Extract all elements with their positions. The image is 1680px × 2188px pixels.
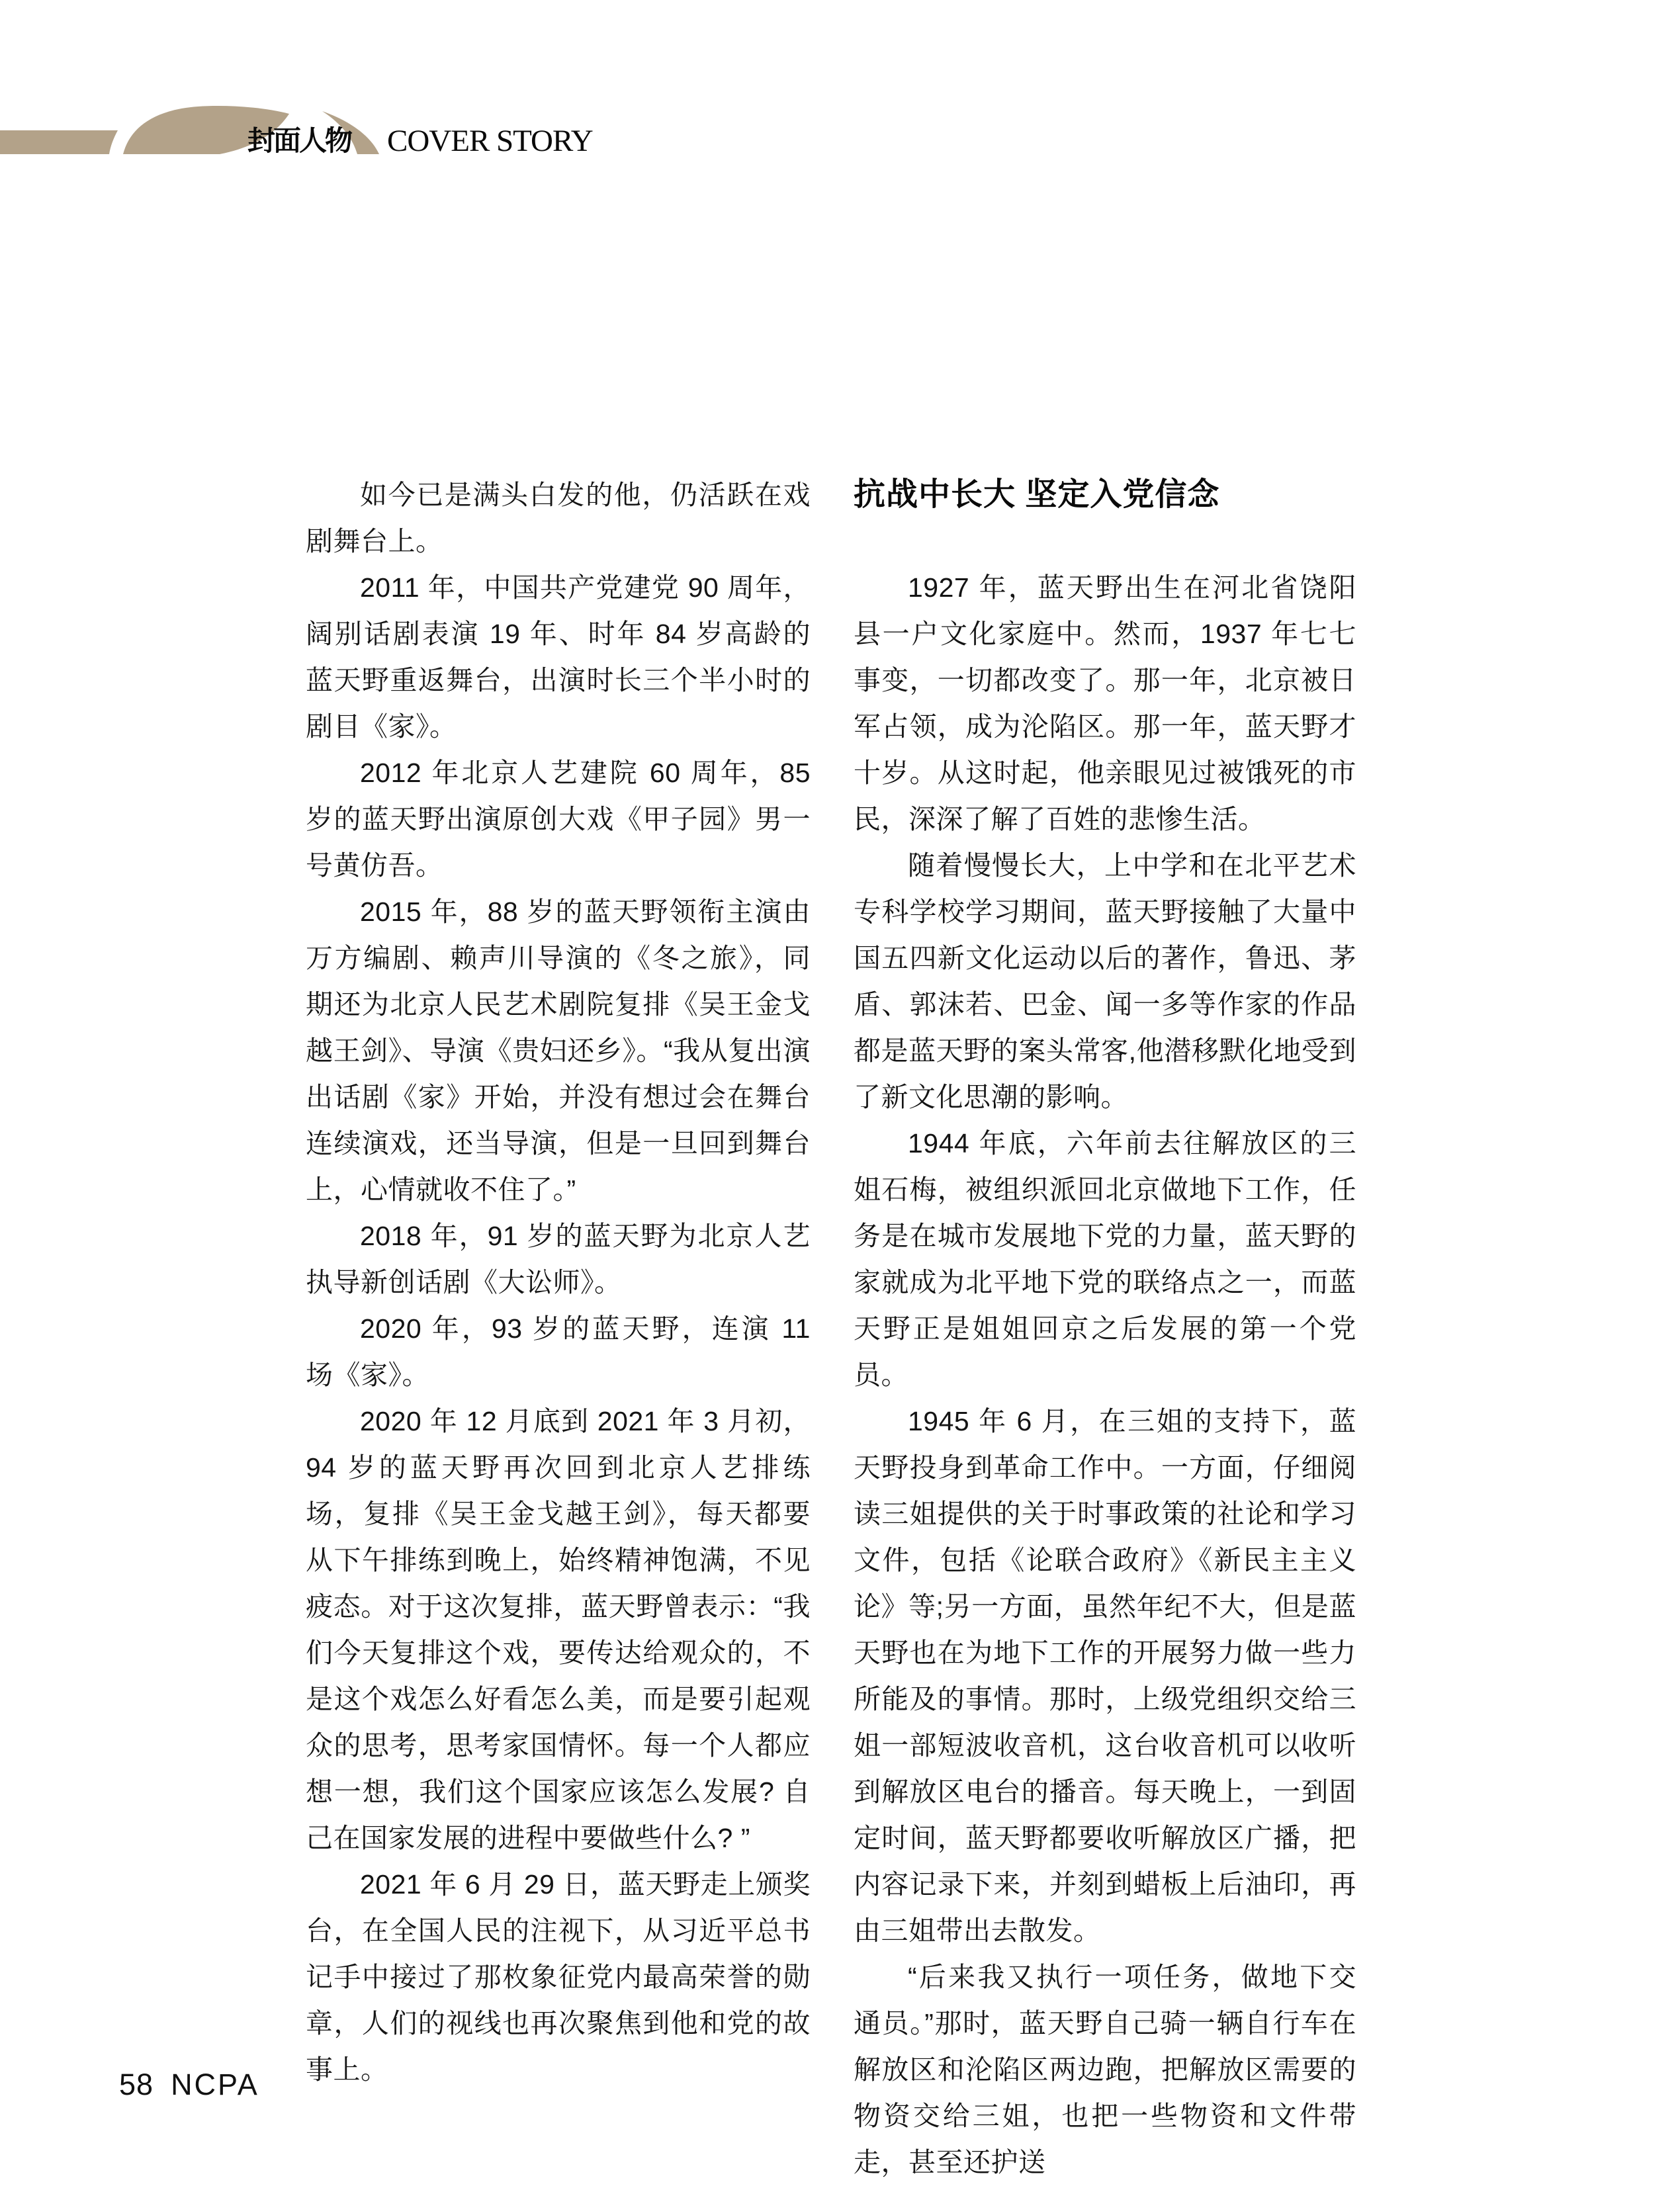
paragraph: 2012 年北京人艺建院 60 周年，85 岁的蓝天野出演原创大戏《甲子园》男一号黄仿吾。 <box>306 758 811 881</box>
page-header <box>0 0 728 198</box>
paragraph: 2020 年，93 岁的蓝天野，连演 11 场《家》。 <box>306 1313 811 1390</box>
page-footer <box>119 2070 259 2100</box>
paragraph: 1927 年，蓝天野出生在河北省饶阳县一户文化家庭中。然而，1937 年七七事变，一切都改变了。那一年，北京被日军占领，成为沦陷区。那一年，蓝天野才十岁。从这时起，他亲眼见过被饿死的市民，深深了解了百姓的悲惨生活。 <box>854 572 1356 834</box>
paragraph: “后来我又执行一项任务，做地下交通员。”那时，蓝天野自己骑一辆自行车在解放区和沦陷区两边跑，把解放区需要的物资交给三姐，也把一些物资和文件带走，甚至还护送 <box>854 1962 1356 2177</box>
right-column <box>854 472 1356 2185</box>
section-title-zh: 封面人物 <box>247 125 351 156</box>
paragraph: 2021 年 6 月 29 日，蓝天野走上颁奖台，在全国人民的注视下，从习近平总书记手中接过了那枚象征党内最高荣誉的勋章，人们的视线也再次聚焦到他和党的故事上。 <box>306 1869 811 2085</box>
paragraph: 随着慢慢长大，上中学和在北平艺术专科学校学习期间，蓝天野接触了大量中国五四新文化运动以后的著作，鲁迅、茅盾、郭沫若、巴金、闻一多等作家的作品都是蓝天野的案头常客,他潜移默化地受到了新文化思潮的影响。 <box>854 850 1356 1112</box>
paragraph: 2018 年，91 岁的蓝天野为北京人艺执导新创话剧《大讼师》。 <box>306 1221 811 1297</box>
paragraph: 2015 年，88 岁的蓝天野领衔主演由万方编剧、赖声川导演的《冬之旅》，同期还为北京人民艺术剧院复排《吴王金戈越王剑》、导演《贵妇还乡》。“我从复出演出话剧《家》开始，并没有想过会在舞台连续演戏，还当导演，但是一旦回到舞台上，心情就收不住了。” <box>306 897 811 1205</box>
journal-code: NCPA <box>171 2068 259 2101</box>
paragraph: 1944 年底，六年前去往解放区的三姐石梅，被组织派回北京做地下工作，任务是在城市发展地下党的力量，蓝天野的家就成为北平地下党的联络点之一，而蓝天野正是姐姐回京之后发展的第一个党员。 <box>854 1128 1356 1390</box>
header-bar-shape <box>0 130 118 154</box>
paragraph: 2011 年，中国共产党建党 90 周年，阔别话剧表演 19 年、时年 84 岁高龄的蓝天野重返舞台，出演时长三个半小时的剧目《家》。 <box>306 572 811 742</box>
article-subheading: 抗战中长大 坚定入党信念 <box>854 477 1220 512</box>
header-swoosh-icon <box>0 0 728 198</box>
section-title-en: COVER STORY <box>387 124 593 158</box>
paragraph: 2020 年 12 月底到 2021 年 3 月初，94 岁的蓝天野再次回到北京人艺排练场，复排《吴王金戈越王剑》，每天都要从下午排练到晚上，始终精神饱满，不见疲态。对于这次复排，蓝天野曾表示：“我们今天复排这个戏，要传达给观众的，不是这个戏怎么好看怎么美，而是要引起观众的思考，思考家国情怀。每一个人都应想一想，我们这个国家应该怎么发展? 自己在国家发展的进程中要做些什么? ” <box>306 1406 811 1853</box>
left-column <box>306 472 811 2093</box>
paragraph: 1945 年 6 月，在三姐的支持下，蓝天野投身到革命工作中。一方面，仔细阅读三姐提供的关于时事政策的社论和学习文件，包括《论联合政府》《新民主主义论》等;另一方面，虽然年纪不大，但是蓝天野也在为地下工作的开展努力做一些力所能及的事情。那时，上级党组织交给三姐一部短波收音机，这台收音机可以收听到解放区电台的播音。每天晚上，一到固定时间，蓝天野都要收听解放区广播，把内容记录下来，并刻到蜡板上后油印，再由三姐带出去散发。 <box>854 1406 1356 1946</box>
page-number: 58 <box>119 2068 154 2101</box>
paragraph: 如今已是满头白发的他，仍活跃在戏剧舞台上。 <box>306 480 811 556</box>
